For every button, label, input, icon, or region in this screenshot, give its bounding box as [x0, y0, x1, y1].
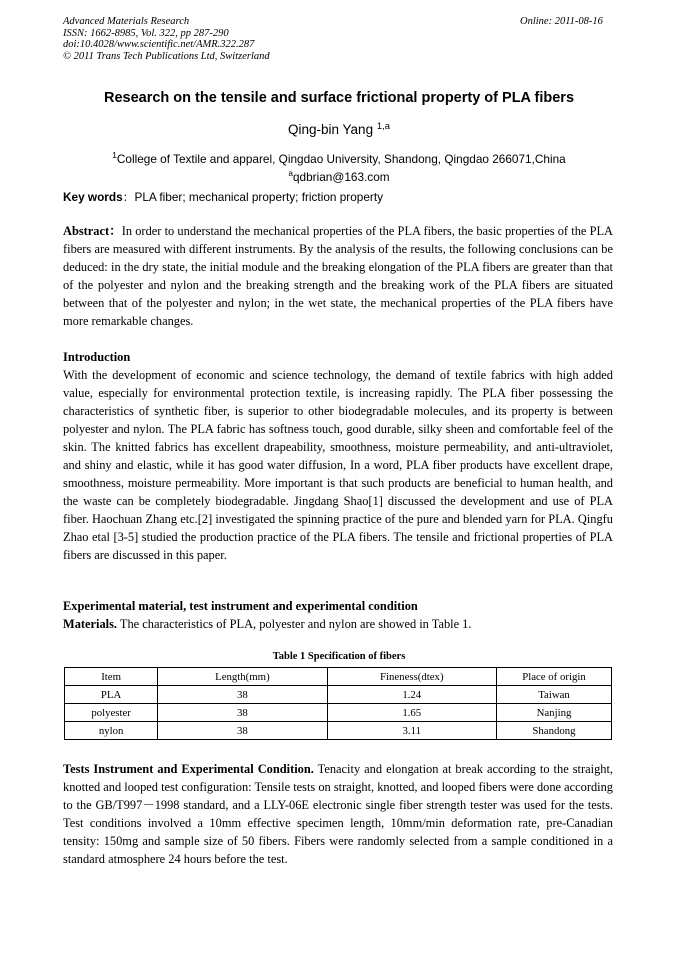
- table-row: [65, 686, 612, 704]
- table-cell: nylon: [65, 722, 158, 740]
- abstract-sep: ：: [109, 224, 122, 238]
- table-cell: 38: [158, 722, 327, 740]
- table-caption: Table 1 Specification of fibers: [272, 651, 406, 662]
- keywords: [63, 188, 383, 205]
- keywords-sep: ：: [122, 190, 135, 204]
- table-cell: 38: [158, 686, 327, 704]
- table-cell: 1.65: [327, 704, 496, 722]
- materials-text: The characteristics of PLA, polyester and nylon are showed in Table 1.: [119, 617, 472, 631]
- materials-label: Materials.: [63, 617, 118, 631]
- table-header-cell: Length(mm): [158, 668, 327, 686]
- online-date: Online: 2011-08-16: [520, 16, 603, 27]
- table-header-cell: Item: [65, 668, 158, 686]
- author: [0, 122, 678, 137]
- email-sup: a: [288, 169, 293, 178]
- table-cell: Taiwan: [497, 686, 612, 704]
- journal-name: Advanced Materials Research: [63, 16, 190, 27]
- author-email: [0, 170, 678, 184]
- table-cell: PLA: [65, 686, 158, 704]
- table-header-cell: Place of origin: [497, 668, 612, 686]
- introduction-text: With the development of economic and science technology, the demand of textile fabrics with high added value, especially for environmental protection textile, is increasing rapidly. The PLA fiber possessing the characteristics of synthetic fiber, is superior to other biodegradable molecules, and its property is between polyester and nylon. The PLA fabric has softness touch, good durable, silky sheen and comfortable feel of the skin. The knitted fabrics has excellent drapeability, smoothness, moisture permeability, and anti-ultraviolet, and shiny and elastic, while it has good water diffusion, In a word, PLA fiber products have excellent drape, smoothness, moisture permeability. More important is that such products are beneficial to human health, and the waste can be completely biodegradable. Jingdang Shao[1] discussed the development and use of PLA fiber. Haochuan Zhang etc.[2] investigated the spinning practice of the pure and blended yarn for PLA. Qingfu Zhao etal [3-5] studied the production practice of the PLA fibers. The tensile and frictional properties of PLA fibers are discussed in this paper.: [63, 368, 613, 562]
- tests-section: [63, 760, 613, 868]
- affiliation-sup: 1: [112, 151, 117, 160]
- author-name: Qing-bin Yang: [288, 122, 374, 137]
- table-cell: Nanjing: [497, 704, 612, 722]
- tests-text: Tenacity and elongation at break according to the straight, knotted and looped test configuration: Tensile tests on straight, knotted, and looped fibers were done according to the GB/T997－1998 standard, and a LLY-06E electronic single fiber strength tester was used for the tests. Test conditions involved a 10mm effective specimen length, 10mm/min deformation rate, pre-Canadian tensity: 150mg and sample size of 50 fibers. Fibers were randomly selected from a sample conditioned in a standard atmosphere 24 hours before the test.: [63, 762, 614, 866]
- table-cell: 38: [158, 704, 327, 722]
- table-header-row: [65, 668, 612, 686]
- introduction-section: [63, 348, 613, 564]
- journal-doi: doi:10.4028/www.scientific.net/AMR.322.287: [63, 39, 255, 51]
- table-cell: polyester: [65, 704, 158, 722]
- abstract: [63, 222, 613, 330]
- table-cell: 1.24: [327, 686, 496, 704]
- affiliation: [0, 152, 678, 166]
- email-text[interactable]: qdbrian@163.com: [293, 170, 390, 184]
- table-cell: 3.11: [327, 722, 496, 740]
- introduction-heading: Introduction: [63, 350, 131, 364]
- abstract-text: In order to understand the mechanical properties of the PLA fibers, the basic properties of the PLA fibers are measured with different instruments. By the analysis of the results, the following conclusions can be deduced: in the dry state, the initial module and the breaking elongation of the PLA fibers are greater than that of the polyester and nylon and the breaking strength and the breaking work of the PLA fibers are situated between that of the polyester and nylon; in the wet state, the mechanical properties of the PLA fibers have more remarkable changes.: [63, 224, 614, 328]
- experimental-section: [63, 597, 613, 633]
- paper-title: Research on the tensile and surface frictional property of PLA fibers: [103, 90, 575, 106]
- table-row: [65, 704, 612, 722]
- journal-issn: ISSN: 1662-8985, Vol. 322, pp 287-290: [63, 27, 229, 39]
- journal-copyright: © 2011 Trans Tech Publications Ltd, Switzerland: [63, 50, 270, 62]
- abstract-label: Abstract: [63, 224, 110, 238]
- fiber-spec-table: [64, 667, 612, 740]
- keywords-text: PLA fiber; mechanical property; friction property: [134, 190, 383, 204]
- experimental-heading: Experimental material, test instrument and experimental condition: [63, 599, 418, 613]
- affiliation-text: College of Textile and apparel, Qingdao University, Shandong, Qingdao 266071,China: [116, 152, 566, 166]
- tests-label: Tests Instrument and Experimental Condition.: [63, 762, 314, 776]
- keywords-label: Key words: [63, 190, 123, 204]
- table-row: [65, 722, 612, 740]
- materials-paragraph: [63, 615, 613, 633]
- table-header-cell: Fineness(dtex): [327, 668, 496, 686]
- table-cell: Shandong: [497, 722, 612, 740]
- author-sup: 1,a: [376, 121, 390, 132]
- journal-header: [63, 16, 270, 62]
